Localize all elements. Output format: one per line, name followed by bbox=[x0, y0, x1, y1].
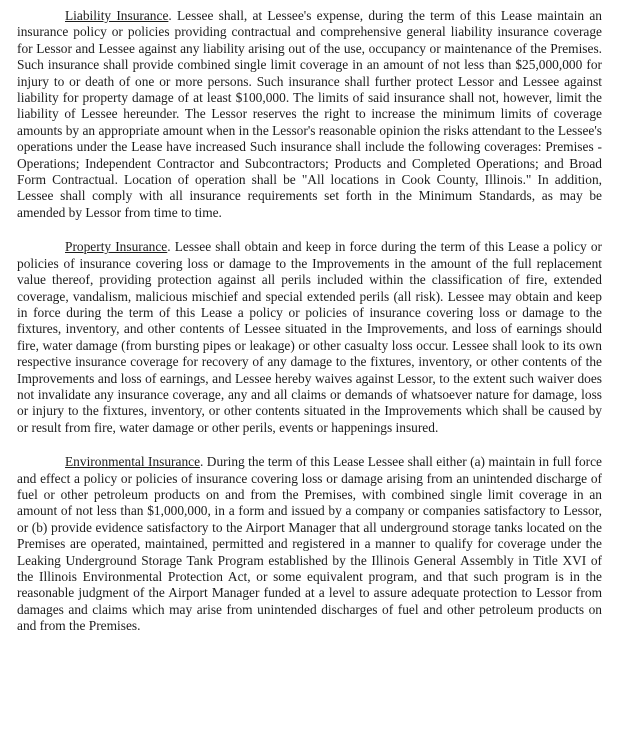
environmental-insurance-paragraph bbox=[17, 454, 602, 634]
property-insurance-paragraph bbox=[17, 239, 602, 436]
environmental-insurance-heading: Environmental Insurance bbox=[65, 454, 201, 470]
liability-insurance-body: . Lessee shall, at Lessee's expense, during the term of this Lease maintain an insurance policy or policies providing contractual and comprehensive general liability insurance coverage for Lessor and Lessee against any liability arising out of the use, occupancy or maintenance of the Premises. Such insurance shall provide combined single limit coverage in an amount of not less than $25,000,000 for injury to or death of one or more persons. Such insurance shall further protect Lessor and Lessee against liability for property damage of at least $100,000. The limits of said insurance shall not, however, limit the liability of Lessee hereunder. The Lessor reserves the right to increase the minimum limits of coverage amounts by an appropriate amount when in the Lessor's reasonable opinion the risks attendant to the Lessee's operations under the Lease have increased Such insurance shall include the following coverages: Premises - Operations; Independent Contractor and Subcontractors; Products and Completed Operations; and Broad Form Contractual. Location of operation shall be "All locations in Cook County, Illinois." In addition, Lessee shall comply with all insurance requirements set forth in the Minimum Standards, as may be amended by Lessor from time to time. bbox=[17, 8, 602, 220]
liability-insurance-paragraph bbox=[17, 8, 602, 221]
liability-insurance-heading: Liability Insurance bbox=[65, 8, 169, 23]
environmental-insurance-body: . During the term of this Lease Lessee shall either (a) maintain in full force and effect a policy or policies of insurance covering loss or damage arising from an unintended discharge of fuel or other petroleum products on and from the Premises, with combined single limit coverage in an amount of not less than $1,000,000, in a form and issued by a company or companies satisfactory to Lessor, or (b) provide evidence satisfactory to the Airport Manager that all underground storage tanks located on the Premises are operated, maintained, permitted and registered in a manner to qualify for coverage under the Leaking Underground Storage Tank Program established by the Illinois General Assembly in Title XVI of the Illinois Environmental Protection Act, or some equivalent program, and that such program is in the reasonable judgment of the Airport Manager funded at a level to assure adequate protection to Lessor from damages and claims which may arise from unintended discharges of fuel and other petroleum products on and from the Premises. bbox=[17, 454, 602, 634]
lease-document bbox=[17, 8, 602, 653]
property-insurance-body: . Lessee shall obtain and keep in force during the term of this Lease a policy or policies of insurance covering loss or damage to the Improvements in the amount of the full replacement value thereof, providing protection against all perils included within the classification of fire, extended coverage, vandalism, malicious mischief and special extended perils (all risk). Lessee may obtain and keep in force during the term of this Lease a policy or policies of insurance covering loss or damage to the fixtures, inventory, and other contents of Lessee situated in the Improvements, and loss of earnings should fire, water damage (from bursting pipes or leakage) or other casualty loss occur. Lessee shall look to its own respective insurance coverage for recovery of any damage to the fixtures, inventory, or other contents of the Improvements and loss of earnings, and Lessee hereby waives against Lessor, to the extent such waiver does not invalidate any insurance coverage, any and all claims or demands of whatsoever nature for damage, loss or injury to the fixtures, inventory, or other contents situated in the Improvements which shall be caused by or result from fire, water damage or other perils, events or happenings insured. bbox=[17, 239, 603, 435]
property-insurance-heading: Property Insurance bbox=[65, 239, 168, 255]
